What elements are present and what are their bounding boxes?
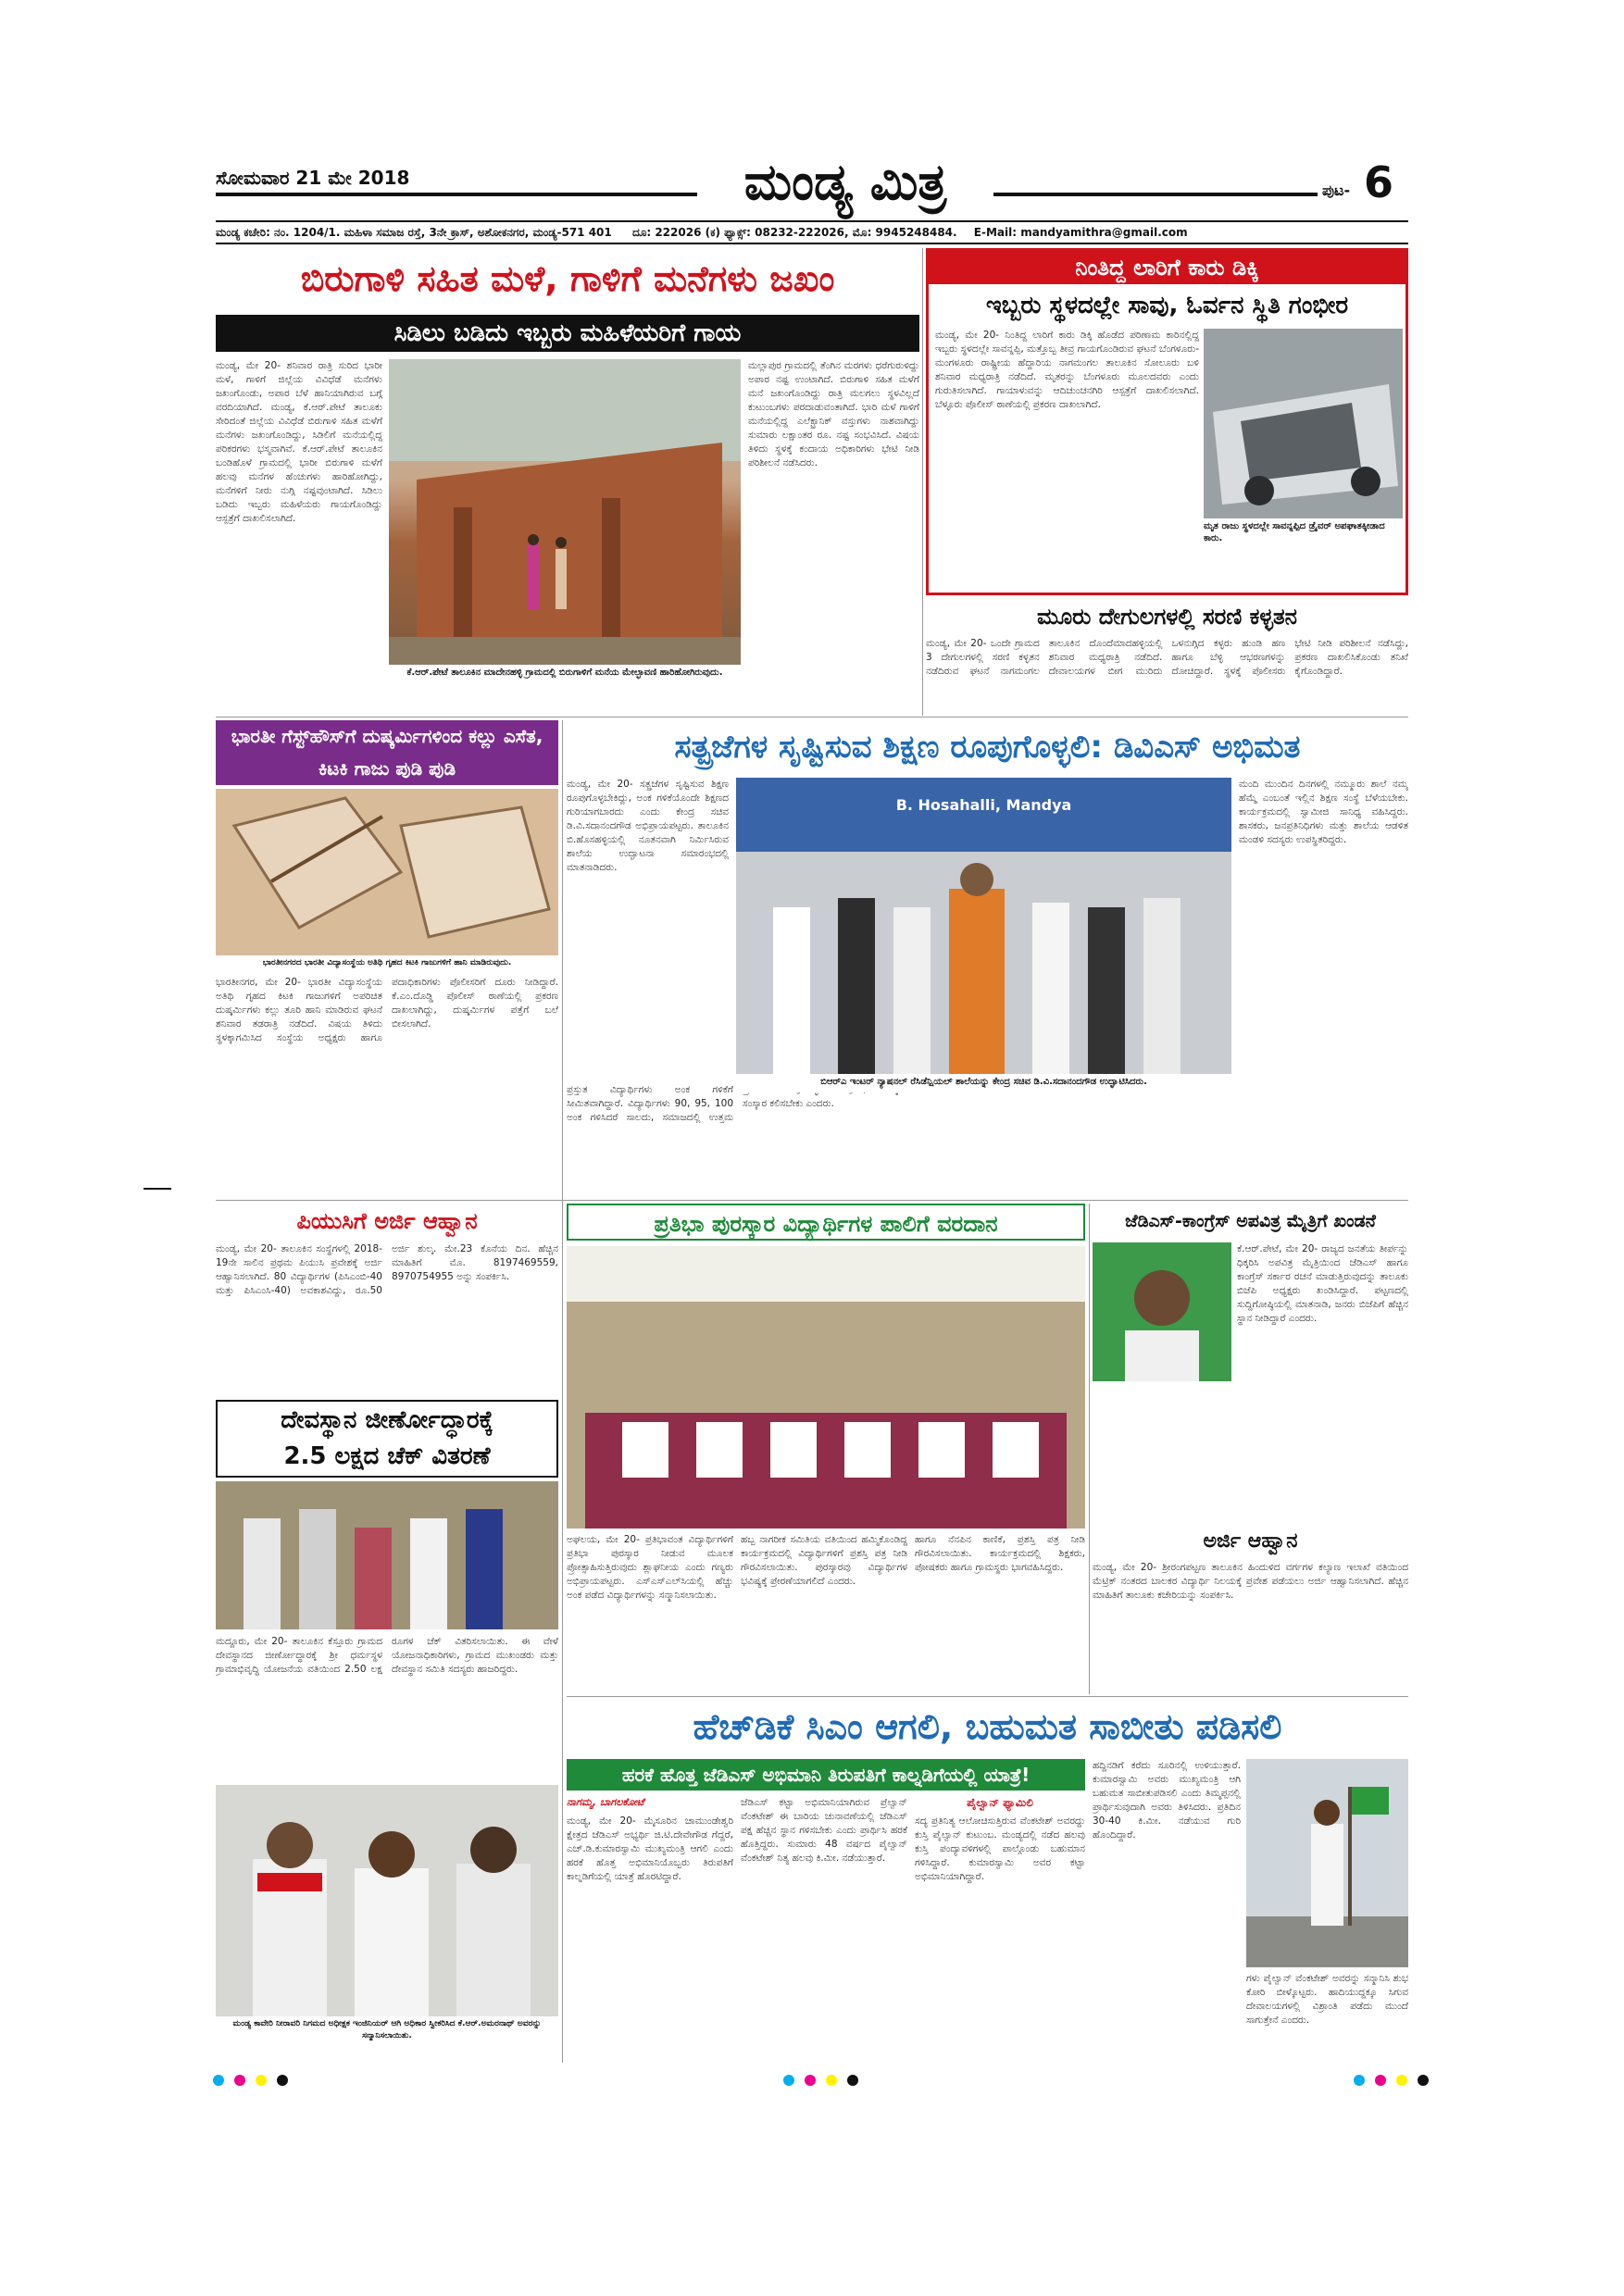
- story2-caption: ಮೃತ ರಾಜು ಸ್ಥಳದಲ್ಲೇ ಸಾವನ್ನಪ್ಪಿದ ಡ್ರೈವರ್ ಅಪಘಾತಕ್ಕೀಡಾದ ಕಾರು.: [1204, 520, 1403, 591]
- story8-headline: ಜೆಡಿಎಸ್-ಕಾಂಗ್ರೆಸ್ ಅಪವಿತ್ರ ಮೈತ್ರಿಗೆ ಖಂಡನೆ: [1125, 1211, 1376, 1231]
- story11-photo: [216, 1785, 558, 2016]
- story5-col3: ಮಂದಿ ಮುಂದಿನ ದಿನಗಳಲ್ಲಿ ನಮ್ಮೂರು ಶಾಲೆ ನಮ್ಮ ಹೆಮ್ಮೆ ಎಂಬಂತೆ ಇಲ್ಲಿನ ಶಿಕ್ಷಣ ಸಂಸ್ಥೆ ಬೆಳೆಯಬೇಕು. ಕಾರ್ಯಕ್ರಮದಲ್ಲಿ ಸ್ವಾಮೀಜಿ ಸಾನಿಧ್ಯ ವಹಿಸಿದ್ದರು. ಶಾಸಕರು, ಜನಪ್ರತಿನಿಧಿಗಳು ಮತ್ತು ಶಾಲೆಯ ಆಡಳಿತ ಮಂಡಳಿ ಸದಸ್ಯರು ಉಪಸ್ಥಿತರಿದ್ದರು.: [1239, 779, 1408, 845]
- story12-col3-title: ಪೈಲ್ವಾನ್ ಫ್ಯಾಮಿಲಿ: [967, 1796, 1033, 1809]
- story10-headline-line2: 2.5 ಲಕ್ಷದ ಚೆಕ್ ವಿತರಣೆ: [283, 1442, 491, 1470]
- registration-dot: [847, 2075, 858, 2086]
- story12-col5: ಗಳು ಪೈಲ್ವಾನ್ ವೆಂಕಟೇಶ್ ಅವರನ್ನು ಸನ್ಮಾನಿಸಿ ಶುಭ ಕೋರಿ ಬೀಳ್ಕೊಟ್ಟರು. ಹಾದಿಯುದ್ದಕ್ಕೂ ಸಿಗುವ ದೇವಾಲಯಗಳಲ್ಲಿ ವಿಶ್ರಾಂತಿ ಪಡೆದು ಮುಂದೆ ಸಾಗುತ್ತೇನೆ ಎಂದರು.: [1246, 1973, 1408, 2026]
- story9-headline: ಅರ್ಜಿ ಆಹ್ವಾನ: [1203, 1529, 1298, 1553]
- office-address: ಮಂಡ್ಯ ಕಚೇರಿ: ನಂ. 1204/1. ಮಹಿಳಾ ಸಮಾಜ ರಸ್ತೆ, 3ನೇ ಕ್ರಾಸ್, ಅಶೋಕನಗರ, ಮಂಡ್ಯ-571 401: [216, 226, 612, 239]
- cheque-handover-image: [216, 1481, 558, 1629]
- story4-body: ಭಾರತೀನಗರ, ಮೇ 20- ಭಾರತೀ ವಿದ್ಯಾಸಂಸ್ಥೆಯ ಅತಿಥಿ ಗೃಹದ ಕಿಟಕಿ ಗಾಜುಗಳಿಗೆ ಅಪರಿಚಿತ ದುಷ್ಕರ್ಮಿಗಳು ಕಲ್ಲು ತೂರಿ ಹಾನಿ ಮಾಡಿರುವ ಘಟನೆ ಶನಿವಾರ ತಡರಾತ್ರಿ ನಡೆದಿದೆ. ವಿಷಯ ತಿಳಿದು ಸ್ಥಳಕ್ಕಾಗಮಿಸಿದ ಸಂಸ್ಥೆಯ ಅಧ್ಯಕ್ಷರು ಹಾಗೂ ಪದಾಧಿಕಾರಿಗಳು ಪೊಲೀಸರಿಗೆ ದೂರು ನೀಡಿದ್ದಾರೆ. ಕೆ.ಎಂ.ದೊಡ್ಡಿ ಪೊಲೀಸ್ ಠಾಣೆಯಲ್ಲಿ ಪ್ರಕರಣ ದಾಖಲಾಗಿದ್ದು, ದುಷ್ಕರ್ಮಿಗಳ ಪತ್ತೆಗೆ ಬಲೆ ಬೀಸಲಾಗಿದೆ.: [216, 977, 558, 1043]
- story9-body: ಮಂಡ್ಯ, ಮೇ 20- ಶ್ರೀರಂಗಪಟ್ಟಣ ತಾಲೂಕಿನ ಹಿಂದುಳಿದ ವರ್ಗಗಳ ಕಲ್ಯಾಣ ಇಲಾಖೆ ವತಿಯಿಂದ ಮೆಟ್ರಿಕ್ ನಂತರದ ಬಾಲಕರ ವಿದ್ಯಾರ್ಥಿ ನಿಲಯಕ್ಕೆ ಪ್ರವೇಶ ಪಡೆಯಲು ಅರ್ಜಿ ಆಹ್ವಾನಿಸಲಾಗಿದೆ. ಹೆಚ್ಚಿನ ಮಾಹಿತಿಗೆ ತಾಲೂಕು ಕಚೇರಿಯನ್ನು ಸಂಪರ್ಕಿಸಿ.: [1093, 1562, 1408, 1601]
- registration-dot: [234, 2075, 245, 2086]
- column-rule: [922, 248, 923, 716]
- masthead-date: ಸೋಮವಾರ 21 ಮೇ 2018: [216, 167, 410, 189]
- story8-photo: [1093, 1242, 1231, 1381]
- story7-photo: [567, 1246, 1085, 1529]
- column-rule: [562, 720, 563, 2063]
- story10-headline-line1: ದೇವಸ್ಥಾನ ಜೀರ್ಣೋದ್ಧಾರಕ್ಕೆ: [281, 1406, 493, 1434]
- portrait-image: [1093, 1242, 1231, 1381]
- story10-photo: [216, 1481, 558, 1629]
- story6-body: ಮಂಡ್ಯ, ಮೇ 20- ತಾಲೂಕಿನ ಸಂಸ್ಥೆಗಳಲ್ಲಿ 2018-19ನೇ ಸಾಲಿನ ಪ್ರಥಮ ಪಿಯುಸಿ ಪ್ರವೇಶಕ್ಕೆ ಅರ್ಜಿ ಆಹ್ವಾನಿಸಲಾಗಿದೆ. 80 ವಿದ್ಯಾರ್ಥಿಗಳ (ಪಿಸಿಎಂಬಿ-40 ಮತ್ತು ಪಿಸಿಎಂಸಿ-40) ಅವಕಾಶವಿದ್ದು, ರೂ.50 ಅರ್ಜಿ ಶುಲ್ಕ. ಮೇ.23 ಕೊನೆಯ ದಿನ. ಹೆಚ್ಚಿನ ಮಾಹಿತಿಗೆ ಮೊ. 8197469559, 8970754955 ಅನ್ನು ಸಂಪರ್ಕಿಸಿ.: [216, 1243, 558, 1296]
- registration-dot: [277, 2075, 288, 2086]
- story12-col2: ಜೆಡಿಎಸ್ ಕಟ್ಟಾ ಅಭಿಮಾನಿಯಾಗಿರುವ ಪ್ರೆಲ್ವಾನ್ ವೆಂಕಟೇಶ್ ಈ ಬಾರಿಯ ಚುನಾವಣೆಯಲ್ಲಿ ಜೆಡಿಎಸ್ ಪಕ್ಷ ಹೆಚ್ಚಿನ ಸ್ಥಾನ ಗಳಿಸಬೇಕು ಎಂದು ಪ್ರಾರ್ಥಿಸಿ ಹರಕೆ ಹೊತ್ತಿದ್ದರು. ಸುಮಾರು 48 ವರ್ಷದ ಪೈಲ್ವಾನ್ ವೆಂಕಟೇಶ್ ನಿತ್ಯ ಹಲವು ಕಿ.ಮೀ. ನಡೆಯುತ್ತಾರೆ.: [741, 1797, 907, 1864]
- story12-byline: ನಾಗಮ್ಮ, ಬಾಗಲಕೋಟೆ: [567, 1796, 644, 1808]
- story5-photo: [736, 778, 1231, 1074]
- section-rule: [567, 1696, 1408, 1697]
- story12-col3: ಸದ್ಯ ಪ್ರತಿನಿತ್ಯ ಆಲೋಚಿಸುತ್ತಿರುವ ವೆಂಕಟೇಶ್ ಅವರದ್ದು ಕುಸ್ತಿ ಪೈಲ್ವಾನ್ ಕುಟುಂಬ. ಮಂಡ್ಯದಲ್ಲಿ ನಡೆದ ಹಲವು ಕುಸ್ತಿ ಪಂದ್ಯಾವಳಿಗಳಲ್ಲಿ ಪಾಲ್ಗೊಂಡು ಬಹುಮಾನ ಗಳಿಸಿದ್ದಾರೆ. ಕುಮಾರಸ್ವಾಮಿ ಅವರ ಕಟ್ಟಾ ಅಭಿಮಾನಿಯಾಗಿದ್ದಾರೆ.: [915, 1816, 1085, 1882]
- story1-photo: [389, 359, 741, 665]
- story7-headline: ಪ್ರತಿಭಾ ಪುರಸ್ಕಾರ ವಿದ್ಯಾರ್ಥಿಗಳ ಪಾಲಿಗೆ ವರದಾನ: [567, 1204, 1085, 1241]
- masthead-rule-right: [993, 193, 1318, 196]
- story5-headline: ಸತ್ಪ್ರಜೆಗಳ ಸೃಷ್ಟಿಸುವ ಶಿಕ್ಷಣ ರೂಪುಗೊಳ್ಳಲಿ: ಡಿವಿಎಸ್ ಅಭಿಮತ: [674, 729, 1301, 766]
- section-rule: [216, 1200, 1408, 1201]
- story11-caption: ಮಂಡ್ಯ ಕಾವೇರಿ ನೀರಾವರಿ ನಿಗಮದ ಅಧೀಕ್ಷಕ ಇಂಜಿನಿಯರ್ ಆಗಿ ಅಧಿಕಾರ ಸ್ವೀಕರಿಸಿದ ಕೆ.ಆರ್.ಅಮರನಾಥ್ ಅವರನ್ನು ಸನ್ಮಾನಿಸಲಾಯಿತು.: [216, 2018, 558, 2055]
- story6-headline: ಪಿಯುಸಿಗೆ ಅರ್ಜಿ ಆಹ್ವಾನ: [296, 1208, 478, 1234]
- registration-dot: [805, 2075, 816, 2086]
- story4-caption: ಭಾರತೀನಗರದ ಭಾರತೀ ವಿದ್ಯಾಸಂಸ್ಥೆಯ ಅತಿಥಿ ಗೃಹದ ಕಿಟಕಿ ಗಾಜುಗಳಿಗೆ ಹಾನಿ ಮಾಡಿರುವುದು.: [216, 957, 558, 972]
- story12-photo: [1246, 1759, 1408, 1967]
- story7-col2: ಹಬ್ಬ ನಾಗರೀಕ ಸಮಿತಿಯ ವತಿಯಿಂದ ಹಮ್ಮಿಕೊಂಡಿದ್ದ ಕಾರ್ಯಕ್ರಮದಲ್ಲಿ ವಿದ್ಯಾರ್ಥಿಗಳಿಗೆ ಪ್ರಶಸ್ತಿ ಪತ್ರ ನೀಡಿ ಗೌರವಿಸಲಾಯಿತು. ಪುರಸ್ಕಾರವು ವಿದ್ಯಾರ್ಥಿಗಳ ಭವಿಷ್ಯಕ್ಕೆ ಪ್ರೇರಣೆಯಾಗಲಿದೆ ಎಂದರು.: [741, 1534, 907, 1587]
- story2-body: ಮಂಡ್ಯ, ಮೇ 20- ನಿಂತಿದ್ದ ಲಾರಿಗೆ ಕಾರು ಡಿಕ್ಕಿ ಹೊಡೆದ ಪರಿಣಾಮ ಕಾರಿನಲ್ಲಿದ್ದ ಇಬ್ಬರು ಸ್ಥಳದಲ್ಲೇ ಸಾವನ್ನಪ್ಪಿ, ಮತ್ತೊಬ್ಬ ತೀವ್ರ ಗಾಯಗೊಂಡಿರುವ ಘಟನೆ ಬೆಂಗಳೂರು-ಮಂಗಳೂರು ರಾಷ್ಟ್ರೀಯ ಹೆದ್ದಾರಿಯ ನಾಗಮಂಗಲ ತಾಲೂಕಿನ ಸೋಲೂರು ಬಳಿ ಶನಿವಾರ ಮಧ್ಯರಾತ್ರಿ ನಡೆದಿದೆ. ಮೃತರನ್ನು ಬೆಂಗಳೂರು ಮೂಲದವರು ಎಂದು ಗುರುತಿಸಲಾಗಿದೆ. ಗಾಯಾಳುವನ್ನು ಆದಿಚುಂಚನಗಿರಿ ಆಸ್ಪತ್ರೆಗೆ ದಾಖಲಿಸಲಾಗಿದೆ. ಬೆಳ್ಳೂರು ಪೊಲೀಸ್ ಠಾಣೆಯಲ್ಲಿ ಪ್ರಕರಣ ದಾಖಲಾಗಿದೆ.: [935, 330, 1199, 410]
- registration-dot: [213, 2075, 224, 2086]
- story1-caption: ಕೆ.ಆರ್.ಪೇಟೆ ತಾಲೂಕಿನ ಮಾದೇನಹಳ್ಳಿ ಗ್ರಾಮದಲ್ಲಿ ಬಿರುಗಾಳಿಗೆ ಮನೆಯ ಮೇಲ್ಛಾವಣಿ ಹಾರಿಹೋಗಿರುವುದು.: [389, 667, 741, 702]
- story5-banner-text: B. Hosahalli, Mandya: [895, 796, 1072, 814]
- registration-dots-left: [213, 2072, 294, 2085]
- crashed-car-image: [1204, 329, 1403, 518]
- story10-headline: [216, 1400, 558, 1478]
- page-label: ಪುಟ-: [1322, 181, 1351, 199]
- story12-col1: ಮಂಡ್ಯ, ಮೇ 20- ಮೈಸೂರಿನ ಚಾಮುಂಡೇಶ್ವರಿ ಕ್ಷೇತ್ರದ ಜೆಡಿಎಸ್ ಅಭ್ಯರ್ಥಿ ಜಿ.ಟಿ.ದೇವೇಗೌಡ ಗೆದ್ದರೆ, ಎಚ್.ಡಿ.ಕುಮಾರಸ್ವಾಮಿ ಮುಖ್ಯಮಂತ್ರಿ ಆಗಲಿ ಎಂದು ಹರಕೆ ಹೊತ್ತ ಅಭಿಮಾನಿಯೊಬ್ಬರು ತಿರುಪತಿಗೆ ಕಾಲ್ನಡಿಗೆಯಲ್ಲಿ ಯಾತ್ರೆ ಹೊರಟಿದ್ದಾರೆ.: [567, 1816, 733, 1882]
- damaged-house-image: [389, 359, 741, 665]
- story1-col2: ಮಲ್ಲಾಪುರ ಗ್ರಾಮದಲ್ಲಿ ತೆಂಗಿನ ಮರಗಳು ಧರೆಗುರುಳಿದ್ದು ಅಪಾರ ನಷ್ಟ ಉಂಟಾಗಿದೆ. ಬಿರುಗಾಳಿ ಸಹಿತ ಮಳೆಗೆ ಮನೆ ಜಖಂಗೊಂಡಿದ್ದು ರಾತ್ರಿ ಮಲಗಲು ಸ್ಥಳವಿಲ್ಲದೆ ಕುಟುಂಬಗಳು ಪರದಾಡುವಂತಾಗಿದೆ. ಭಾರಿ ಮಳೆ ಗಾಳಿಗೆ ಮನೆಯಲ್ಲಿದ್ದ ಎಲೆಕ್ಟ್ರಾನಿಕ್ ವಸ್ತುಗಳು ನಾಶವಾಗಿದ್ದು ಸುಮಾರು ಲಕ್ಷಾಂತರ ರೂ. ನಷ್ಟ ಸಂಭವಿಸಿದೆ. ವಿಷಯ ತಿಳಿದು ಸ್ಥಳಕ್ಕೆ ಕಂದಾಯ ಅಧಿಕಾರಿಗಳು ಭೇಟಿ ನೀಡಿ ಪರಿಶೀಲನೆ ನಡೆಸಿದರು.: [748, 360, 919, 468]
- story1-col1: ಮಂಡ್ಯ, ಮೇ 20- ಶನಿವಾರ ರಾತ್ರಿ ಸುರಿದ ಭಾರೀ ಮಳೆ, ಗಾಳಿಗೆ ಜಿಲ್ಲೆಯ ವಿವಿಧೆಡೆ ಮನೆಗಳು ಜಖಂಗೊಂಡು, ಅಪಾರ ಬೆಳೆ ಹಾನಿಯಾಗಿರುವ ಬಗ್ಗೆ ವರದಿಯಾಗಿದೆ. ಮಂಡ್ಯ, ಕೆ.ಆರ್.ಪೇಟೆ ತಾಲೂಕು ಸೇರಿದಂತೆ ಜಿಲ್ಲೆಯ ವಿವಿಧೆಡೆ ಬಿರುಗಾಳಿ ಸಹಿತ ಮಳೆಗೆ ಮನೆಗಳು ಜಖಂಗೊಂಡಿದ್ದು, ಸಿಡಿಲಿಗೆ ಮನೆಯಲ್ಲಿದ್ದ ಪರಿಕರಗಳು ಭಸ್ಮವಾಗಿವೆ. ಕೆ.ಆರ್.ಪೇಟೆ ತಾಲೂಕಿನ ಬಂಡಿಹೊಳೆ ಗ್ರಾಮದಲ್ಲಿ ಭಾರೀ ಬಿರುಗಾಳಿ ಮಳೆಗೆ ಹಲವು ಮನೆಗಳ ಹೆಂಚುಗಳು ಹಾರಿಹೋಗಿದ್ದು, ಮನೆಗಳಿಗೆ ನೀರು ನುಗ್ಗಿ ನಷ್ಟವುಂಟಾಗಿದೆ. ಸಿಡಿಲು ಬಡಿದು ಇಬ್ಬರು ಮಹಿಳೆಯರು ಗಾಯಗೊಂಡಿದ್ದು ಆಸ್ಪತ್ರೆಗೆ ದಾಖಲಿಸಲಾಗಿದೆ.: [216, 360, 382, 524]
- award-ceremony-image: [567, 1246, 1085, 1529]
- registration-dot: [1375, 2075, 1386, 2086]
- inauguration-image: [736, 778, 1231, 1074]
- broken-glass-image: [216, 789, 558, 955]
- story2-photo: [1204, 329, 1403, 518]
- registration-dot: [1418, 2075, 1429, 2086]
- registration-dot: [1354, 2075, 1365, 2086]
- section-rule: [216, 717, 1408, 718]
- story1-headline: ಬಿರುಗಾಳಿ ಸಹಿತ ಮಳೆ, ಗಾಳಿಗೆ ಮನೆಗಳು ಜಖಂ: [300, 258, 835, 299]
- story4-photo: [216, 789, 558, 955]
- story12-subhead: ಹರಕೆ ಹೊತ್ತ ಜೆಡಿಎಸ್ ಅಭಿಮಾನಿ ತಿರುಪತಿಗೆ ಕಾಲ್ನಡಿಗೆಯಲ್ಲಿ ಯಾತ್ರೆ!: [567, 1759, 1085, 1791]
- masthead-title: ಮಂಡ್ಯ ಮಿತ್ರ: [743, 152, 947, 211]
- story2-headline: ನಿಂತಿದ್ದ ಲಾರಿಗೆ ಕಾರು ಡಿಕ್ಕಿ: [929, 251, 1405, 284]
- registration-dot: [783, 2075, 794, 2086]
- registration-dot: [256, 2075, 267, 2086]
- story2-subhead: ಇಬ್ಬರು ಸ್ಥಳದಲ್ಲೇ ಸಾವು, ಓರ್ವನ ಸ್ಥಿತಿ ಗಂಭೀರ: [985, 292, 1349, 319]
- story1-subhead: ಸಿಡಿಲು ಬಡಿದು ಇಬ್ಬರು ಮಹಿಳೆಯರಿಗೆ ಗಾಯ: [216, 315, 919, 352]
- registration-dots-right: [1354, 2072, 1434, 2085]
- registration-dot: [826, 2075, 837, 2086]
- story3-headline: ಮೂರು ದೇಗುಲಗಳಲ್ಲಿ ಸರಣಿ ಕಳ್ಳತನ: [1036, 604, 1298, 630]
- story7-col3: ಹಾಗೂ ನೆನಪಿನ ಕಾಣಿಕೆ, ಪ್ರಶಸ್ತಿ ಪತ್ರ ನೀಡಿ ಗೌರವಿಸಲಾಯಿತು. ಕಾರ್ಯಕ್ರಮದಲ್ಲಿ ಶಿಕ್ಷಕರು, ಪೋಷಕರು ಹಾಗೂ ಗ್ರಾಮಸ್ಥರು ಭಾಗವಹಿಸಿದ್ದರು.: [915, 1534, 1085, 1573]
- story12-col4: ಹದ್ದಿನಡಿಗೆ ಕರೆದು ಸೂರಿನಲ್ಲಿ ಉಳಿಯುತ್ತಾರೆ. ಕುಮಾರಸ್ವಾಮಿ ಅವರು ಮುಖ್ಯಮಂತ್ರಿ ಆಗಿ ಬಹುಮತ ಸಾಬೀತುಪಡಿಸಲಿ ಎಂದು ತಿಮ್ಮಪ್ಪನಲ್ಲಿ ಪ್ರಾರ್ಥಿಸುವುದಾಗಿ ಅವರು ತಿಳಿಸಿದರು. ಪ್ರತಿದಿನ 30-40 ಕಿ.ಮೀ. ನಡೆಯುವ ಗುರಿ ಹೊಂದಿದ್ದಾರೆ.: [1093, 1760, 1241, 1841]
- office-email: E-Mail: mandyamithra@gmail.com: [973, 226, 1188, 239]
- story12-headline: ಹೆಚ್‌ಡಿಕೆ ಸಿಎಂ ಆಗಲಿ, ಬಹುಮತ ಸಾಬೀತು ಪಡಿಸಲಿ: [693, 1706, 1282, 1747]
- felicitation-image: [216, 1785, 558, 2016]
- story5-col1: ಮಂಡ್ಯ, ಮೇ 20- ಸತ್ಪ್ರಜೆಗಳ ಸೃಷ್ಟಿಸುವ ಶಿಕ್ಷಣ ರೂಪುಗೊಳ್ಳಬೇಕಿದ್ದು, ಅಂಕ ಗಳಿಕೆಯೊಂದೇ ಶಿಕ್ಷಣದ ಗುರಿಯಾಗಬಾರದು ಎಂದು ಕೇಂದ್ರ ಸಚಿವ ಡಿ.ವಿ.ಸದಾನಂದಗೌಡ ಅಭಿಪ್ರಾಯಪಟ್ಟರು. ತಾಲೂಕಿನ ಬಿ.ಹೊಸಹಳ್ಳಿಯಲ್ಲಿ ನೂತನವಾಗಿ ನಿರ್ಮಿಸಿರುವ ಶಾಲೆಯ ಉದ್ಘಾಟನಾ ಸಮಾರಂಭದಲ್ಲಿ ಮಾತನಾಡಿದರು.: [567, 779, 729, 873]
- story10-body: ಮದ್ದೂರು, ಮೇ 20- ತಾಲೂಕಿನ ಕೆಸ್ತೂರು ಗ್ರಾಮದ ದೇವಸ್ಥಾನದ ಜೀರ್ಣೋದ್ಧಾರಕ್ಕೆ ಶ್ರೀ ಧರ್ಮಸ್ಥಳ ಗ್ರಾಮಾಭಿವೃದ್ಧಿ ಯೋಜನೆಯ ವತಿಯಿಂದ 2.50 ಲಕ್ಷ ರೂಗಳ ಚೆಕ್ ವಿತರಿಸಲಾಯಿತು. ಈ ವೇಳೆ ಯೋಜನಾಧಿಕಾರಿಗಳು, ಗ್ರಾಮದ ಮುಖಂಡರು ಮತ್ತು ದೇವಸ್ಥಾನ ಸಮಿತಿ ಸದಸ್ಯರು ಹಾಜರಿದ್ದರು.: [216, 1636, 558, 1675]
- office-phone: ದೂ: 222026 (ಕ) ಫ್ಯಾಕ್ಸ್: 08232-222026, ಮೊ: 9945248484.: [631, 226, 957, 239]
- registration-dots-center: [783, 2072, 864, 2085]
- page-number: 6: [1364, 157, 1394, 207]
- story5-caption: ಬಿಆರ್‌ಎ ಇಂಟರ್ ನ್ಯಾಷನಲ್ ರೆಸಿಡೆನ್ಷಿಯಲ್ ಶಾಲೆಯನ್ನು ಕೇಂದ್ರ ಸಚಿವ ಡಿ.ವಿ.ಸದಾನಂದಗೌಡ ಉದ್ಘಾಟಿಸಿದರು.: [736, 1076, 1231, 1092]
- registration-dot: [1396, 2075, 1407, 2086]
- story8-body: ಕೆ.ಆರ್.ಪೇಟೆ, ಮೇ 20- ರಾಜ್ಯದ ಜನತೆಯ ತೀರ್ಪನ್ನು ಧಿಕ್ಕರಿಸಿ ಅಪವಿತ್ರ ಮೈತ್ರಿಯಿಂದ ಜೆಡಿಎಸ್ ಹಾಗೂ ಕಾಂಗ್ರೆಸ್ ಸರ್ಕಾರ ರಚನೆ ಮಾಡುತ್ತಿರುವುದನ್ನು ತಾಲೂಕು ಬಿಜೆಪಿ ಅಧ್ಯಕ್ಷರು ಖಂಡಿಸಿದ್ದಾರೆ. ಪಟ್ಟಣದಲ್ಲಿ ಸುದ್ದಿಗೋಷ್ಠಿಯಲ್ಲಿ ಮಾತನಾಡಿ, ಜನರು ಬಿಜೆಪಿಗೆ ಹೆಚ್ಚಿನ ಸ್ಥಾನ ನೀಡಿದ್ದಾರೆ ಎಂದರು.: [1237, 1243, 1408, 1324]
- story7-col1: ಅಘಲಯ, ಮೇ 20- ಪ್ರತಿಭಾವಂತ ವಿದ್ಯಾರ್ಥಿಗಳಿಗೆ ಪ್ರತಿಭಾ ಪುರಸ್ಕಾರ ನೀಡುವ ಮೂಲಕ ಪ್ರೋತ್ಸಾಹಿಸುತ್ತಿರುವುದು ಶ್ಲಾಘನೀಯ ಎಂದು ಗಣ್ಯರು ಅಭಿಪ್ರಾಯಪಟ್ಟರು. ಎಸ್ಎಸ್ಎಲ್‌ಸಿಯಲ್ಲಿ ಹೆಚ್ಚು ಅಂಕ ಪಡೆದ ವಿದ್ಯಾರ್ಥಿಗಳನ್ನು ಸನ್ಮಾನಿಸಲಾಯಿತು.: [567, 1534, 733, 1601]
- masthead-contact-bar: [216, 220, 1408, 244]
- column-rule: [1089, 1204, 1090, 1694]
- story3-body: ಮಂಡ್ಯ, ಮೇ 20- ಒಂದೇ ಗ್ರಾಮದ 3 ದೇಗುಲಗಳಲ್ಲಿ ಸರಣಿ ಕಳ್ಳತನ ನಡೆದಿರುವ ಘಟನೆ ನಾಗಮಂಗಲ ತಾಲೂಕಿನ ದೊಂದೆಮಾದಹಳ್ಳಿಯಲ್ಲಿ ಶನಿವಾರ ಮಧ್ಯರಾತ್ರಿ ನಡೆದಿದೆ. ದೇವಾಲಯಗಳ ಬೀಗ ಮುರಿದು ಒಳನುಗ್ಗಿದ ಕಳ್ಳರು ಹುಂಡಿ ಹಣ ಹಾಗೂ ಬೆಳ್ಳಿ ಆಭರಣಗಳನ್ನು ದೋಚಿದ್ದಾರೆ. ಸ್ಥಳಕ್ಕೆ ಪೊಲೀಸರು ಭೇಟಿ ನೀಡಿ ಪರಿಶೀಲನೆ ನಡೆಸಿದ್ದು, ಪ್ರಕರಣ ದಾಖಲಿಸಿಕೊಂಡು ತನಿಖೆ ಕೈಗೊಂಡಿದ್ದಾರೆ.: [926, 638, 1408, 677]
- story4-headline: ಭಾರತೀ ಗೆಸ್ಟ್‌ಹೌಸ್‌ಗೆ ದುಷ್ಕರ್ಮಿಗಳಿಂದ ಕಲ್ಲು ಎಸೆತ, ಕಿಟಕಿ ಗಾಜು ಪುಡಿ ಪುಡಿ: [216, 720, 558, 785]
- register-mark-left: [144, 1188, 171, 1190]
- masthead-rule-left: [216, 193, 697, 196]
- pilgrim-walking-image: [1246, 1759, 1408, 1967]
- story5-col2: ಪ್ರಸ್ತುತ ವಿದ್ಯಾರ್ಥಿಗಳು ಅಂಕ ಗಳಿಕೆಗೆ ಸೀಮಿತವಾಗಿದ್ದಾರೆ. ವಿದ್ಯಾರ್ಥಿಗಳು 90, 95, 100 ಅಂಕ ಗಳಿಸಿದರೆ ಸಾಲದು, ಸಮಾಜದಲ್ಲಿ ಉತ್ತಮ ಸಂಸ್ಕಾರ ಕಲಿಸಬೇಕು ಎಂದರು.: [567, 1084, 834, 1123]
